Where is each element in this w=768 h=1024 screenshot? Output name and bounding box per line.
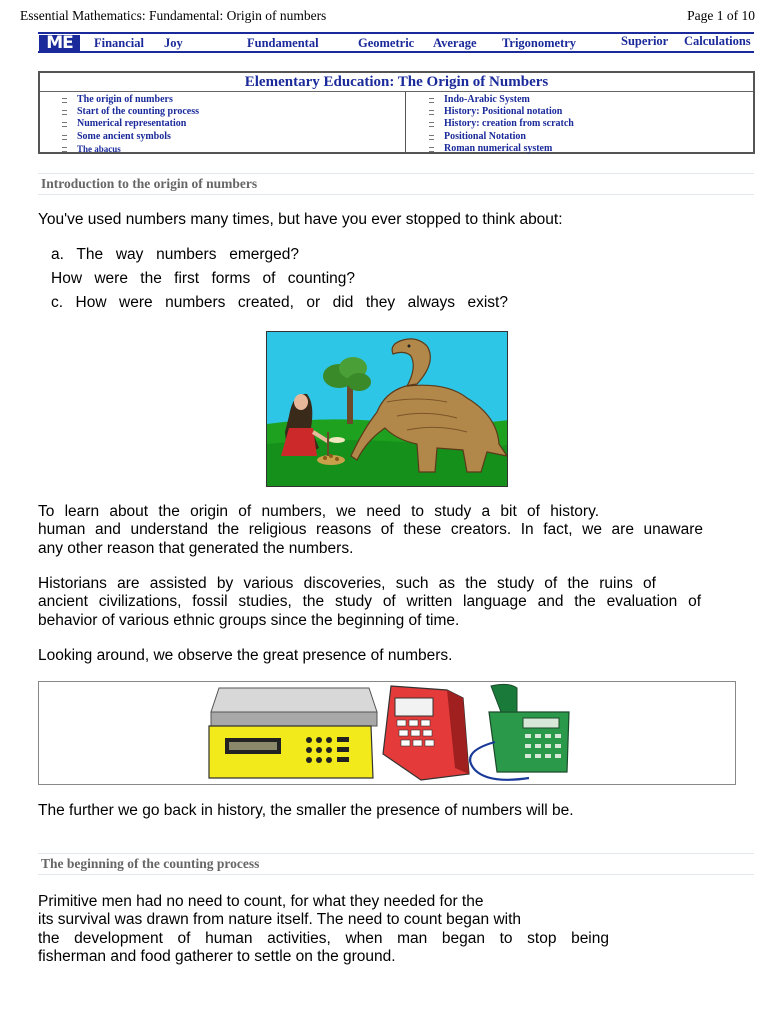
- question-b: How were the first forms of counting?: [51, 270, 355, 287]
- devices-illustration-box: [38, 681, 736, 785]
- nav-financial[interactable]: Financial: [94, 36, 145, 50]
- nav-geometric[interactable]: Geometric: [358, 36, 415, 50]
- bullet-icon: [62, 98, 67, 103]
- bullet-icon: [429, 135, 434, 140]
- bullet-icon: [62, 135, 67, 140]
- history-paragraph-line2: human and understand the religious reasons of these creators. In fact, we are unaware: [38, 521, 703, 538]
- nav-calculations[interactable]: Calculations: [684, 34, 751, 48]
- page-number: Page 1 of 10: [687, 8, 755, 23]
- historians-paragraph-line2: ancient civilizations, fossil studies, the study of written language and the evaluation of: [38, 593, 701, 610]
- toc-link-origin[interactable]: The origin of numbers: [62, 94, 199, 106]
- toc-link-positional-history[interactable]: History: Positional notation: [429, 106, 574, 118]
- primitive-paragraph-line3: the development of human activities, when man began to stop being: [38, 930, 609, 947]
- dinosaur-picture: [267, 332, 508, 487]
- toc-link-abacus[interactable]: The abacus: [62, 143, 199, 155]
- toc-link-symbols[interactable]: Some ancient symbols: [62, 131, 199, 143]
- nav-average[interactable]: Average: [433, 36, 477, 50]
- section-heading-counting: The beginning of the counting process: [38, 853, 754, 875]
- primitive-paragraph-line4: fisherman and food gatherer to settle on the ground.: [38, 948, 396, 965]
- nav-superior[interactable]: Superior: [621, 34, 669, 48]
- bullet-icon: [429, 122, 434, 127]
- caveman-dinosaur-illustration: [266, 331, 508, 487]
- toc-link-counting[interactable]: Start of the counting process: [62, 106, 199, 118]
- me-logo[interactable]: ME: [39, 35, 80, 52]
- question-c: c. How were numbers created, or did they always exist?: [51, 294, 508, 311]
- bullet-icon: [62, 110, 67, 115]
- nav-fundamental[interactable]: Fundamental: [247, 36, 319, 50]
- historians-paragraph-line1: Historians are assisted by various discoveries, such as the study of the ruins of: [38, 575, 656, 592]
- toc-left-column: [62, 94, 199, 155]
- historians-paragraph-line3: behavior of various ethnic groups since the beginning of time.: [38, 612, 460, 629]
- toc-right-column: [429, 94, 574, 155]
- nav-trigonometry[interactable]: Trigonometry: [502, 36, 577, 50]
- history-paragraph-line3: any other reason that generated the numbers.: [38, 540, 354, 557]
- toc-title: Elementary Education: The Origin of Numbers: [40, 73, 753, 92]
- intro-paragraph: You've used numbers many times, but have you ever stopped to think about:: [38, 211, 563, 228]
- toc-link-representation[interactable]: Numerical representation: [62, 118, 199, 130]
- bullet-icon: [62, 122, 67, 127]
- looking-around-paragraph: Looking around, we observe the great presence of numbers.: [38, 647, 453, 664]
- question-a: a. The way numbers emerged?: [51, 246, 299, 263]
- top-navigation: [38, 32, 754, 53]
- bullet-icon: [62, 147, 67, 152]
- primitive-paragraph-line2: its survival was drawn from nature itself. The need to count began with: [38, 911, 522, 928]
- bullet-icon: [429, 147, 434, 152]
- section-heading-introduction: Introduction to the origin of numbers: [38, 173, 754, 195]
- bullet-icon: [429, 110, 434, 115]
- history-paragraph-line1: To learn about the origin of numbers, we need to study a bit of history.: [38, 503, 599, 520]
- toc-link-creation-scratch[interactable]: History: creation from scratch: [429, 118, 574, 130]
- devices-picture: [39, 682, 737, 786]
- toc-link-indo-arabic[interactable]: Indo-Arabic System: [429, 94, 574, 106]
- print-header: [20, 8, 755, 26]
- toc-link-positional-notation[interactable]: Positional Notation: [429, 131, 574, 143]
- further-back-paragraph: The further we go back in history, the smaller the presence of numbers will be.: [38, 802, 574, 819]
- bullet-icon: [429, 98, 434, 103]
- toc-divider: [405, 92, 406, 154]
- primitive-paragraph-line1: Primitive men had no need to count, for what they needed for the: [38, 893, 484, 910]
- nav-joy[interactable]: Joy: [164, 36, 183, 50]
- table-of-contents: [38, 71, 755, 154]
- toc-link-roman[interactable]: Roman numerical system: [429, 143, 574, 155]
- document-title: Essential Mathematics: Fundamental: Origin of numbers: [20, 8, 327, 23]
